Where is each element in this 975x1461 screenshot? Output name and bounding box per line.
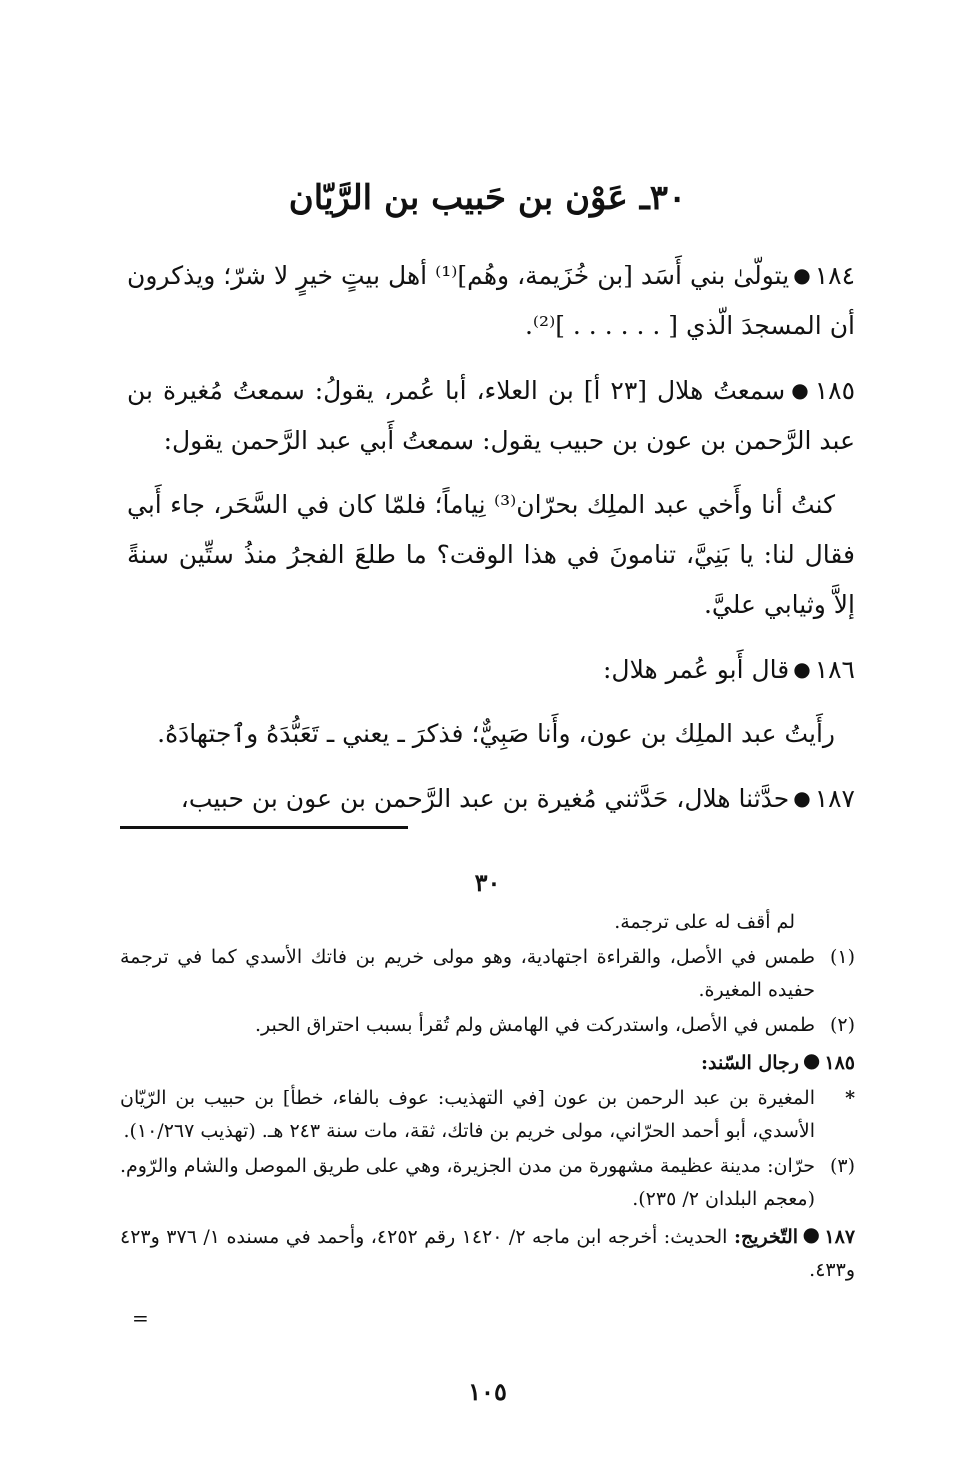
continuation-mark: = bbox=[132, 1306, 149, 1330]
bullet-icon: ● bbox=[789, 378, 811, 402]
footnote-marker: ١٨٥ bbox=[824, 1052, 855, 1074]
footnote-marker: (٢) bbox=[829, 1014, 855, 1036]
footnote-divider bbox=[120, 826, 408, 829]
footnote-content: الحديث: أخرجه ابن ماجه ٢/ ١٤٢٠ رقم ٤٢٥٢، وأحمد في مسنده ١/ ٣٧٦ و٤٢٣ و٤٣٣. bbox=[120, 1226, 855, 1281]
item-number: ١٨٦ bbox=[814, 655, 855, 684]
footnote-3 bbox=[120, 1150, 855, 1216]
bullet-icon: ● bbox=[802, 1222, 821, 1246]
footnote-marker: ١٨٧ bbox=[824, 1226, 856, 1248]
bullet-icon: ● bbox=[793, 263, 811, 287]
footnote-text: حرّان: مدينة عظيمة مشهورة من مدن الجزيرة، وهي على طريق الموصل والشام والرّوم. (معجم البلدان ٢/ ٢٣٥). bbox=[120, 1155, 815, 1210]
item-number: ١٨٤ bbox=[814, 261, 856, 290]
footnote-marker: (١) bbox=[829, 946, 855, 968]
page-number: ١٠٥ bbox=[468, 1377, 507, 1406]
bullet-icon: ● bbox=[793, 786, 811, 810]
paragraph-text: حدَّثنا هلال، حَدَّثني مُغيرة بن عبد الرَّحمن بن عون بن حبيب، bbox=[180, 784, 790, 813]
footnote-text: طمس في الأصل، واستدركت في الهامش ولم تُقرأ بسبب احتراق الحبر. bbox=[254, 1014, 815, 1036]
asterisk-icon: * bbox=[845, 1087, 855, 1109]
footnote-star bbox=[120, 1082, 855, 1148]
footnote-text bbox=[120, 1218, 855, 1287]
footnote-intro: لم أقف له على ترجمة. bbox=[614, 911, 795, 933]
footnotes bbox=[120, 906, 855, 1287]
footnote-text: طمس في الأصل، والقراءة اجتهادية، وهو مولى خريم بن فاتك الأسدي كما في ترجمة حفيده المغيرة. bbox=[120, 946, 815, 1001]
paragraph-184 bbox=[127, 250, 855, 351]
footnote-text bbox=[120, 1044, 855, 1080]
paragraph-text: سمعتُ هلال [٢٣ أ] بن العلاء، أبا عُمر، يقولُ: سمعتُ مُغيرة بن عبد الرَّحمن بن عون بن حبيب يقول: سمعتُ أَبي عبد الرَّحمن يقول: bbox=[127, 376, 855, 455]
footnote-187 bbox=[120, 1218, 855, 1287]
main-text bbox=[127, 250, 855, 838]
section-title: ٣٠ـ عَوْن بن حَبيب بن الرَّيّان bbox=[288, 178, 687, 218]
footnote-marker: (٣) bbox=[829, 1155, 855, 1177]
paragraph-185-narration: كنتُ أنا وأَخي عبد الملِك بحرّان⁽³⁾ نِياماً؛ فلمّا كان في السَّحَر، جاء أَبي فقال لنا: يا بَنِيَّ، تنامونَ في هذا الوقت؟ ما طلعَ الفجرُ منذُ ستِّين سنةً إلاَّ وثيابي عليَّ. bbox=[127, 490, 855, 619]
bullet-icon: ● bbox=[793, 657, 811, 681]
paragraph-187 bbox=[127, 773, 855, 824]
paragraph-185 bbox=[127, 365, 855, 466]
paragraph-186 bbox=[127, 644, 855, 695]
footnote-text: المغيرة بن عبد الرحمن بن عون [في التهذيب: عوف بالفاء، خطأ] بن حبيب بن الرّيّان الأسدي، أبو أحمد الحرّاني، مولى خريم بن فاتك، ثقة، مات سنة ٢٤٣ هـ. (تهذيب ١٠/٢٦٧). bbox=[120, 1087, 815, 1142]
paragraph-text: قال أَبو عُمر هلال: bbox=[603, 655, 790, 684]
paragraph-186-narration: رأَيتُ عبد الملِك بن عون، وأَنا صَبِيٌّ؛ فذكرَ ـ يعني ـ تَعَبُّدَهُ وٱجتهادَهُ. bbox=[157, 719, 835, 748]
footnote-2 bbox=[120, 1009, 855, 1042]
footnote-heading: ٣٠ bbox=[474, 868, 501, 897]
bullet-icon: ● bbox=[802, 1048, 821, 1072]
item-number: ١٨٧ bbox=[814, 784, 855, 813]
footnote-1 bbox=[120, 941, 855, 1007]
footnote-label: رجال السّند: bbox=[701, 1052, 799, 1074]
item-number: ١٨٥ bbox=[814, 376, 856, 405]
footnote-label: التّخريج: bbox=[733, 1226, 799, 1248]
paragraph-text: يتولّىٰ بني أَسَد [بن خُزَيمة، وهُم]⁽¹⁾ أهل بيتٍ خيرٍ لا شرّ؛ ويذكرون أن المسجدَ الّذي [ . . . . . . ]⁽²⁾. bbox=[127, 261, 855, 340]
footnote-185 bbox=[120, 1044, 855, 1080]
